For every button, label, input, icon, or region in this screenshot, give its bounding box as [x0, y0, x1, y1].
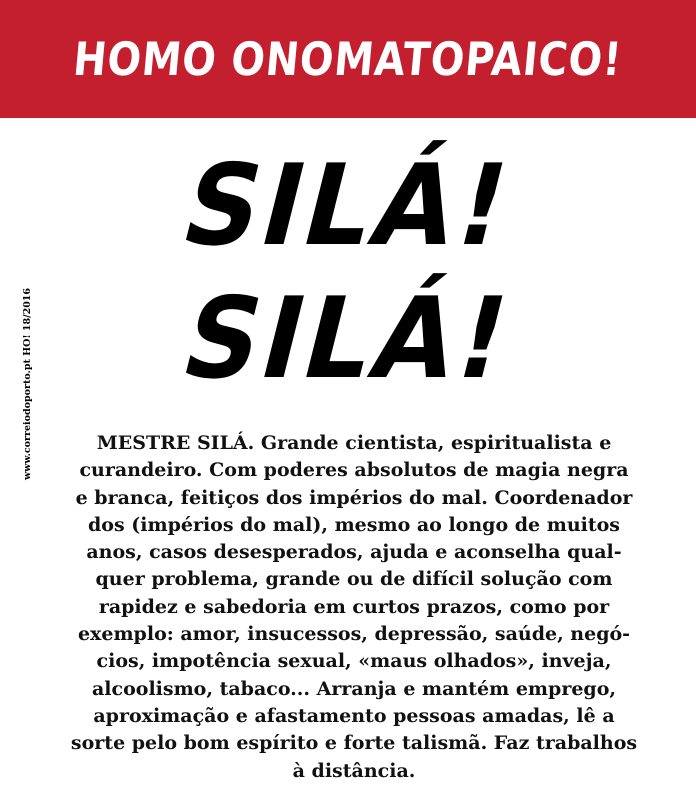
article-line: rapidez e sabedoria em curtos prazos, como por — [98, 595, 610, 618]
article-line: MESTRE SILÁ. Grande cientista, espiritualista e — [96, 432, 612, 454]
article-line: aproximação e afastamento pessoas amadas, lê a — [93, 704, 615, 727]
article-text — [36, 430, 672, 785]
credit-text: www.correiodoporto.pt HO! 18/2016 — [22, 287, 33, 480]
onomatopoeia-word: SILÁ! — [170, 274, 526, 404]
article-line: curandeiro. Com poderes absolutos de magia negra — [79, 459, 629, 482]
header-banner — [0, 0, 696, 118]
article-line: e branca, feitiços dos impérios do mal. Coordenador — [75, 486, 633, 509]
article-line: dos (impérios do mal), mesmo ao longo de muitos — [87, 513, 621, 536]
article-line: quer problema, grande ou de difícil solução com — [95, 568, 613, 591]
article-line: alcoolismo, tabaco... Arranja e mantém emprego, — [92, 677, 616, 700]
article-line: cios, impotência sexual, «maus olhados», inveja, — [96, 650, 612, 673]
article-line: exemplo: amor, insucessos, depressão, saúde, negó- — [77, 623, 631, 646]
onomatopoeia-word: SILÁ! — [170, 141, 526, 271]
article-line: sorte pelo bom espírito e forte talismã. Faz trabalhos — [70, 732, 638, 755]
article-line: à distância. — [292, 759, 416, 782]
article-line: anos, casos desesperados, ajuda e aconselha qual- — [86, 541, 622, 564]
page-title: HOMO ONOMATOPAICO! — [71, 32, 625, 86]
